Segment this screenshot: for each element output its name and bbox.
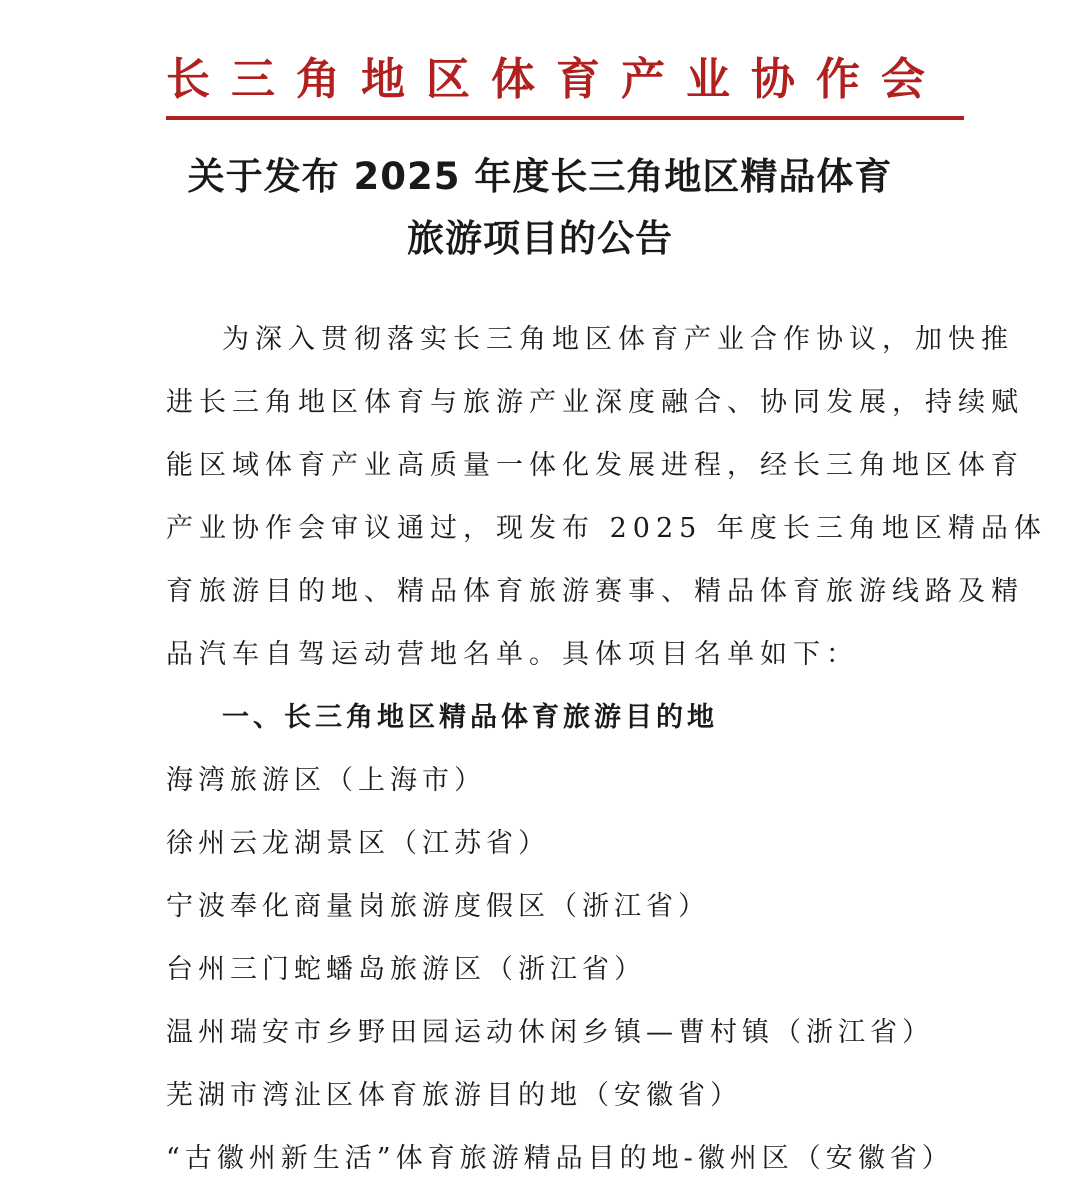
section-heading: 一、长三角地区精品体育旅游目的地	[222, 702, 718, 733]
organization-header: 长三角地区体育产业协作会	[166, 54, 946, 105]
document-body	[166, 308, 1047, 1190]
title-line-2: 旅游项目的公告	[407, 217, 673, 260]
list-item: 芜湖市湾沚区体育旅游目的地（安徽省）	[166, 1080, 742, 1111]
intro-line: 品汽车自驾运动营地名单。具体项目名单如下：	[166, 639, 859, 670]
document-title	[120, 146, 960, 270]
intro-line: 能区域体育产业高质量一体化发展进程，经长三角地区体育	[166, 450, 1024, 481]
list-item: 徐州云龙湖景区（江苏省）	[166, 828, 550, 859]
red-divider-line	[166, 116, 964, 120]
list-item: 温州瑞安市乡野田园运动休闲乡镇—曹村镇（浙江省）	[166, 1017, 934, 1048]
intro-line: 进长三角地区体育与旅游产业深度融合、协同发展，持续赋	[166, 387, 1024, 418]
intro-line: 产业协作会审议通过，现发布 2025 年度长三角地区精品体	[166, 513, 1047, 544]
list-item: 海湾旅游区（上海市）	[166, 765, 486, 796]
list-item: 宁波奉化商量岗旅游度假区（浙江省）	[166, 891, 710, 922]
intro-line: 育旅游目的地、精品体育旅游赛事、精品体育旅游线路及精	[166, 576, 1024, 607]
intro-line: 为深入贯彻落实长三角地区体育产业合作协议，加快推	[222, 324, 1014, 355]
title-line-1: 关于发布 2025 年度长三角地区精品体育	[187, 155, 893, 198]
list-item: “古徽州新生活”体育旅游精品目的地-徽州区（安徽省）	[166, 1143, 954, 1174]
list-item: 台州三门蛇蟠岛旅游区（浙江省）	[166, 954, 646, 985]
